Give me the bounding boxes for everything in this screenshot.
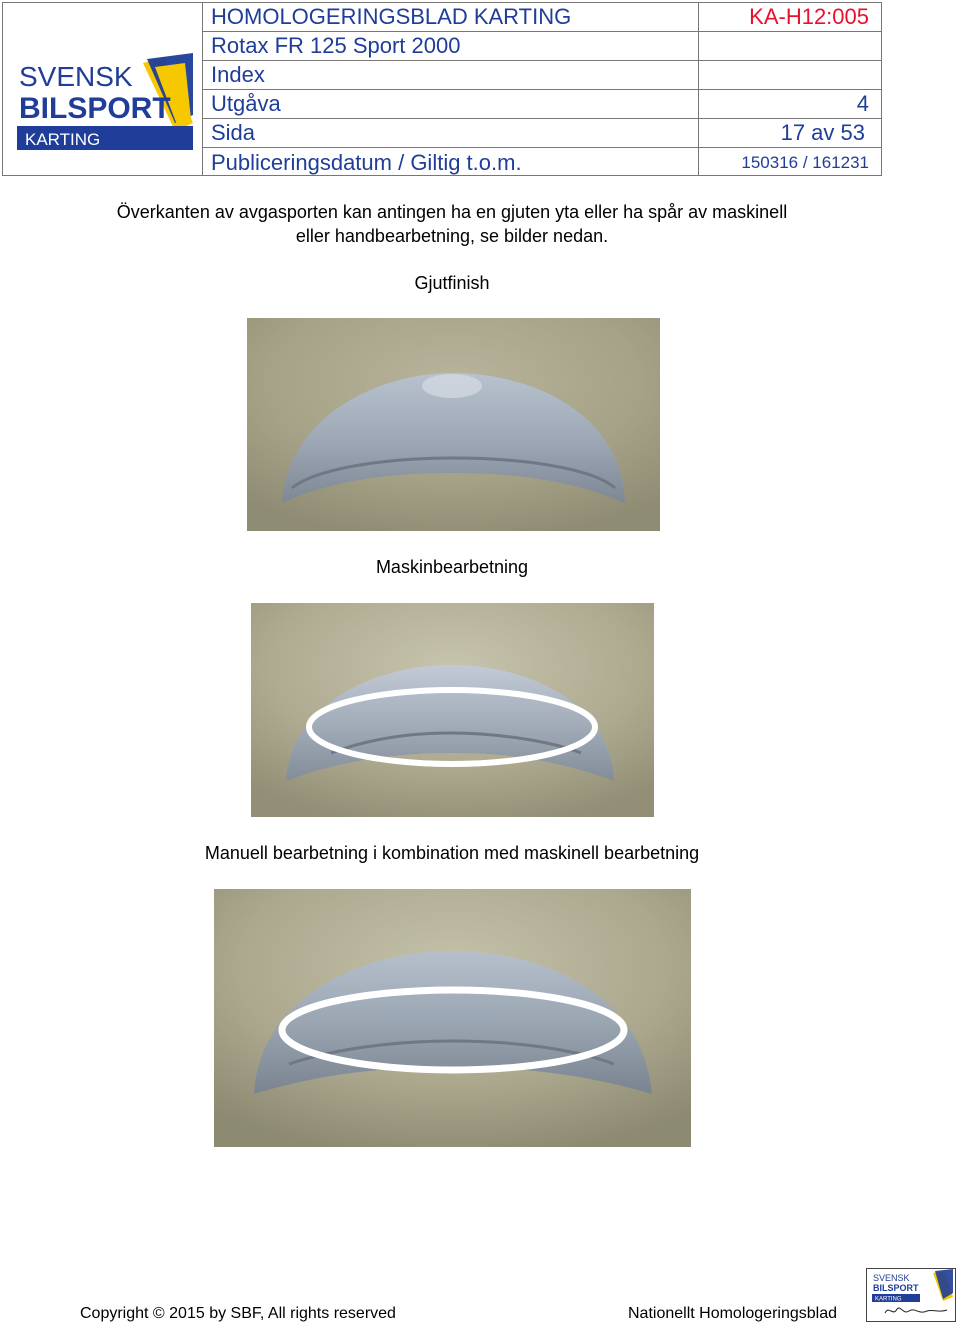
footer-logo-bilsport: BILSPORT: [873, 1283, 919, 1293]
footer-logo: [866, 1268, 956, 1322]
caption-maskinbearbetning: Maskinbearbetning: [375, 557, 529, 577]
intro-line-1: Överkanten av avgasporten kan antingen ha en gjuten yta eller ha spår av maskinell: [116, 202, 788, 222]
header-row-page: [203, 119, 881, 148]
intro-line-2: eller handbearbetning, se bilder nedan.: [295, 226, 609, 246]
logo-text-svensk: SVENSK: [19, 61, 133, 92]
photo-manual-machined: [214, 889, 691, 1147]
header-rows: [203, 3, 881, 175]
photo-cast-finish: [247, 318, 660, 531]
header-page-value: 17 av 53: [698, 119, 881, 147]
logo-text-karting: KARTING: [25, 130, 101, 149]
header-row-index: [203, 61, 881, 90]
intro-text: [0, 200, 904, 248]
footer-logo-karting: KARTING: [875, 1296, 902, 1303]
footer-logo-svensk: SVENSK: [873, 1273, 910, 1283]
photo-machined: [251, 603, 654, 817]
logo-text-bilsport: BILSPORT: [19, 92, 171, 125]
header-engine-value: [698, 32, 881, 60]
svensk-bilsport-logo: [15, 53, 195, 153]
header-row-edition: [203, 90, 881, 119]
caption-manuell-bearbetning: Manuell bearbetning i kombination med maskinell bearbetning: [204, 843, 700, 863]
header-code: KA-H12:005: [698, 3, 881, 31]
footer-copyright: Copyright © 2015 by SBF, All rights reserved: [80, 1305, 396, 1322]
header-pub-value: 150316 / 161231: [698, 148, 881, 175]
header-index-value: [698, 61, 881, 89]
header-pub-label: Publiceringsdatum / Giltig t.o.m.: [211, 150, 522, 175]
document-header: [2, 2, 882, 176]
header-row-publication: [203, 148, 881, 175]
logo-cell: [3, 3, 203, 175]
header-row-title: [203, 3, 881, 32]
header-title: HOMOLOGERINGSBLAD KARTING: [211, 4, 572, 29]
header-page-label: Sida: [211, 120, 256, 145]
header-row-engine: [203, 32, 881, 61]
header-edition-value: 4: [698, 90, 881, 118]
header-index-label: Index: [211, 62, 265, 87]
signature-icon: [885, 1308, 947, 1313]
header-edition-label: Utgåva: [211, 91, 281, 116]
header-engine: Rotax FR 125 Sport 2000: [211, 33, 461, 58]
footer-national-sheet: Nationellt Homologeringsblad: [628, 1305, 838, 1322]
caption-gjutfinish: Gjutfinish: [414, 273, 490, 293]
